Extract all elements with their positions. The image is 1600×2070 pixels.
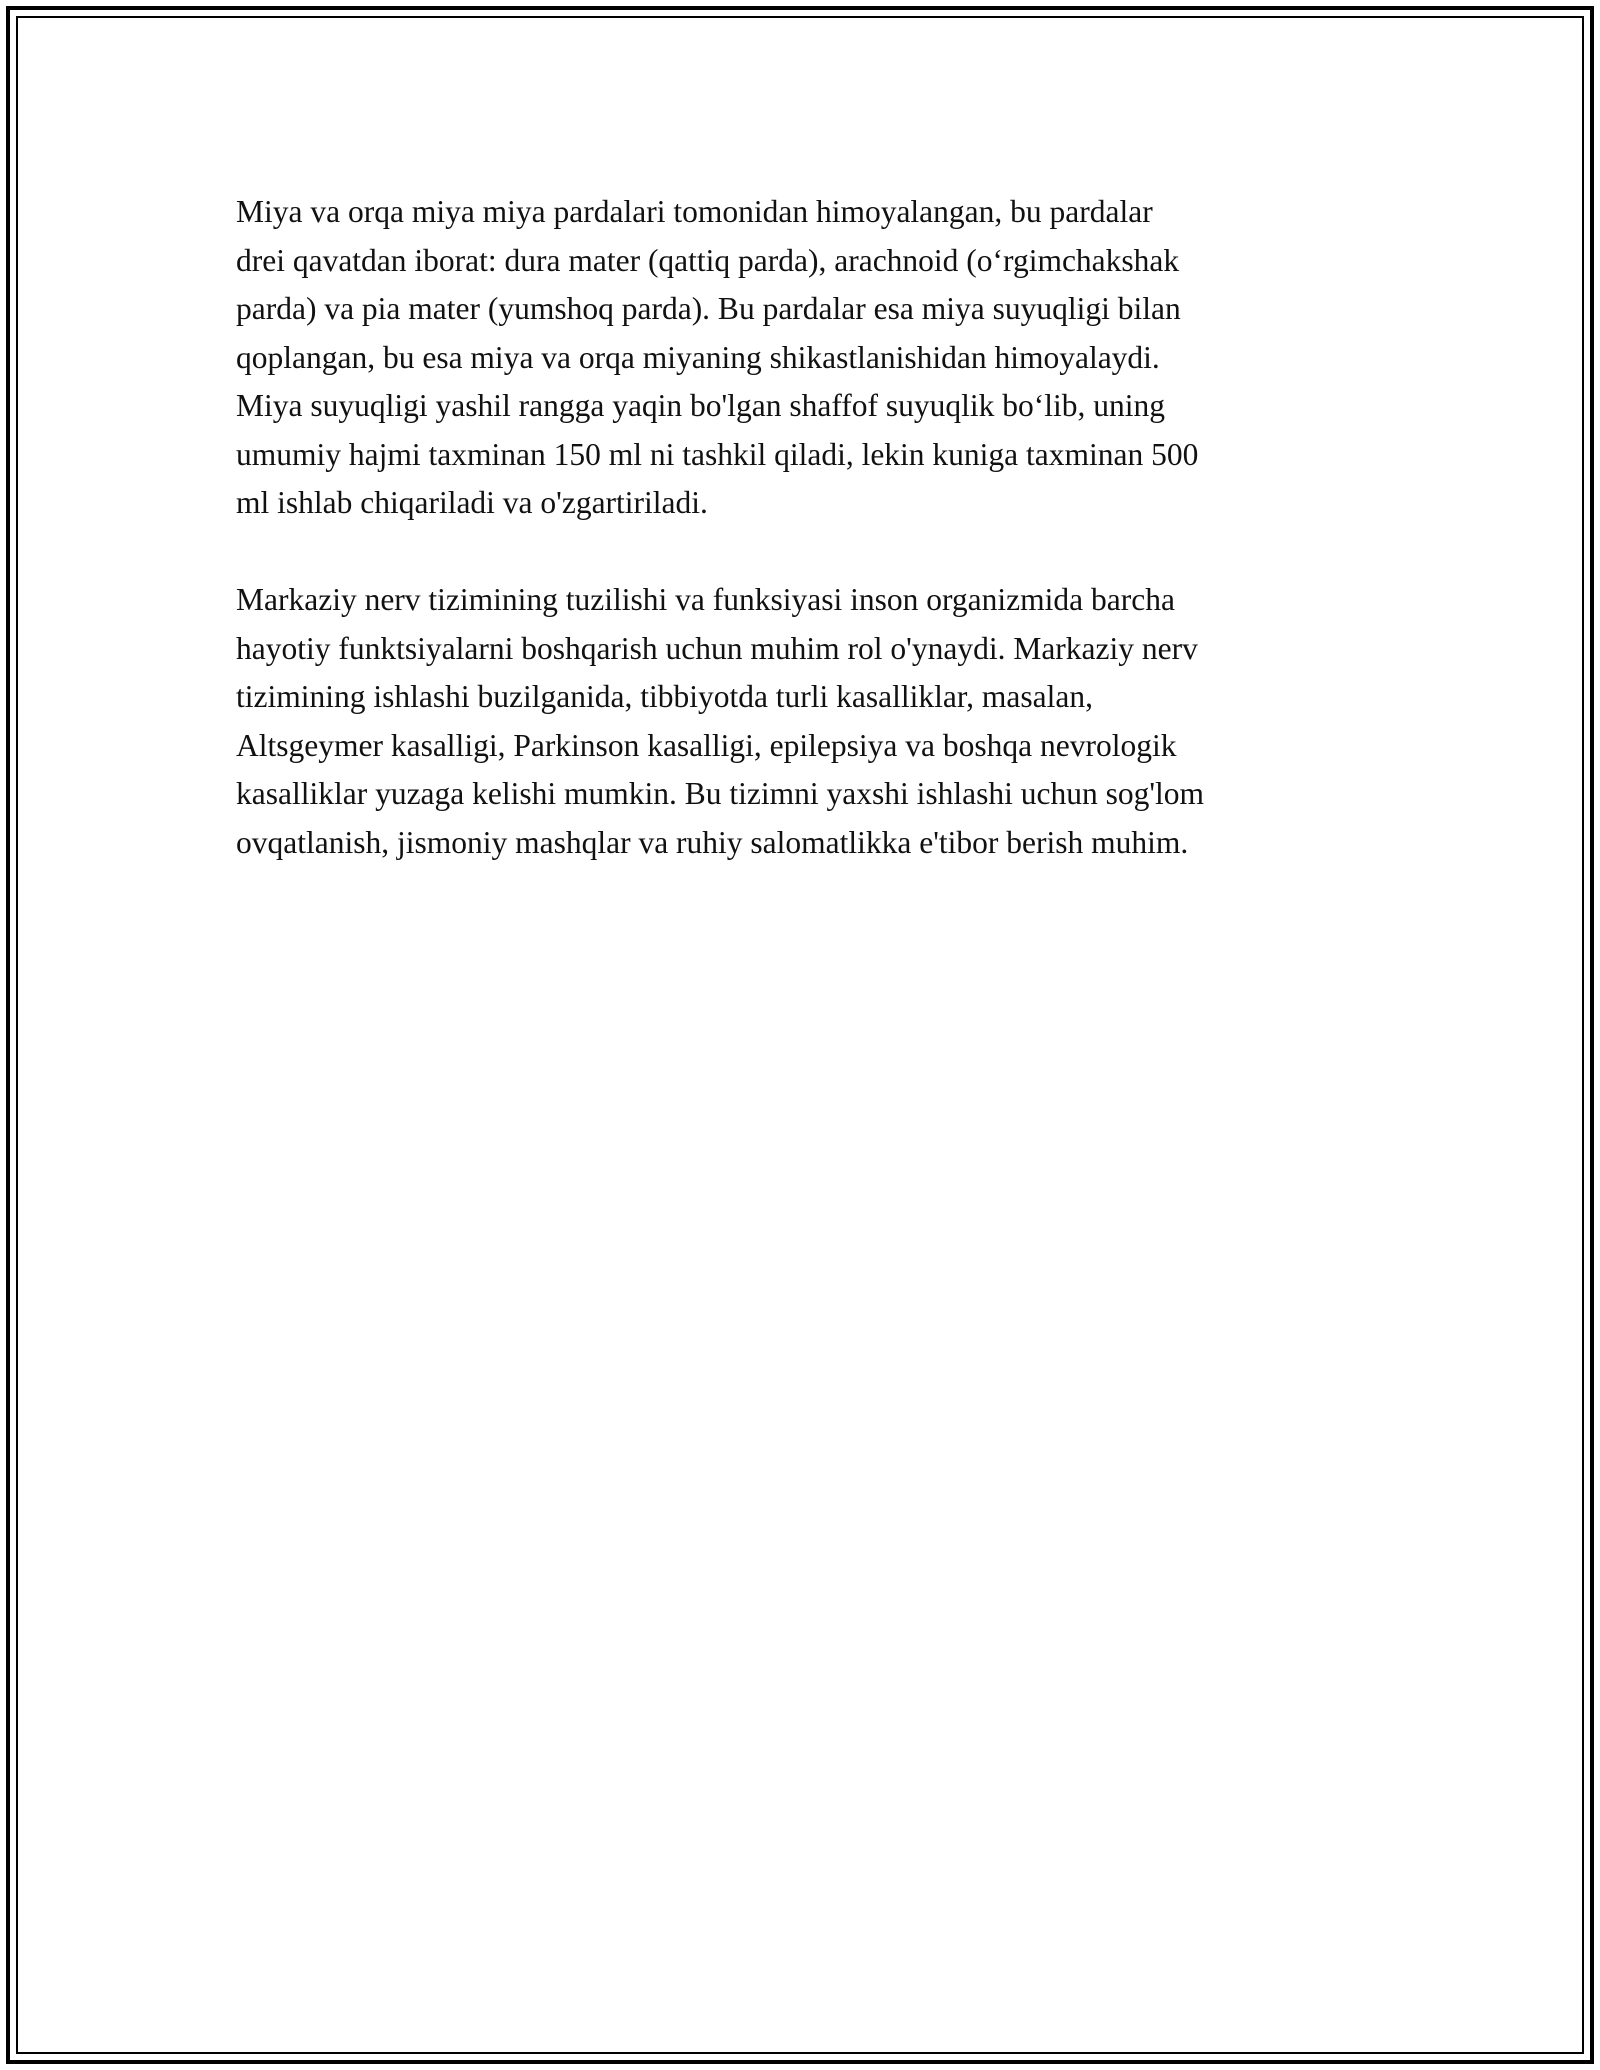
paragraph-meninges: Miya va orqa miya miya pardalari tomonidan himoyalangan, bu pardalar drei qavatdan iborat: dura mater (qattiq parda), arachnoid (oʻrgimchakshak parda) va pia mater (yumshoq parda). Bu pardalar esa miya suyuqligi bilan qoplangan, bu esa miya va orqa miyaning shikastlanishidan himoyalaydi. Miya suyuqligi yashil rangga yaqin bo'lgan shaffof suyuqlik boʻlib, uning umumiy hajmi taxminan 150 ml ni tashkil qiladi, lekin kuniga taxminan 500 ml ishlab chiqariladi va o'zgartiriladi.	[236, 194, 1199, 520]
paragraph-cns-function: Markaziy nerv tizimining tuzilishi va funksiyasi inson organizmida barcha hayotiy funktsiyalarni boshqarish uchun muhim rol o'ynaydi. Markaziy nerv tizimining ishlashi buzilganida, tibbiyotda turli kasalliklar, masalan, Altsgeymer kasalligi, Parkinson kasalligi, epilepsiya va boshqa nevrologik kasalliklar yuzaga kelishi mumkin. Bu tizimni yaxshi ishlashi uchun sog'lom ovqatlanish, jismoniy mashqlar va ruhiy salomatlikka e'tibor berish muhim.	[236, 582, 1205, 860]
document-body	[236, 188, 1366, 916]
